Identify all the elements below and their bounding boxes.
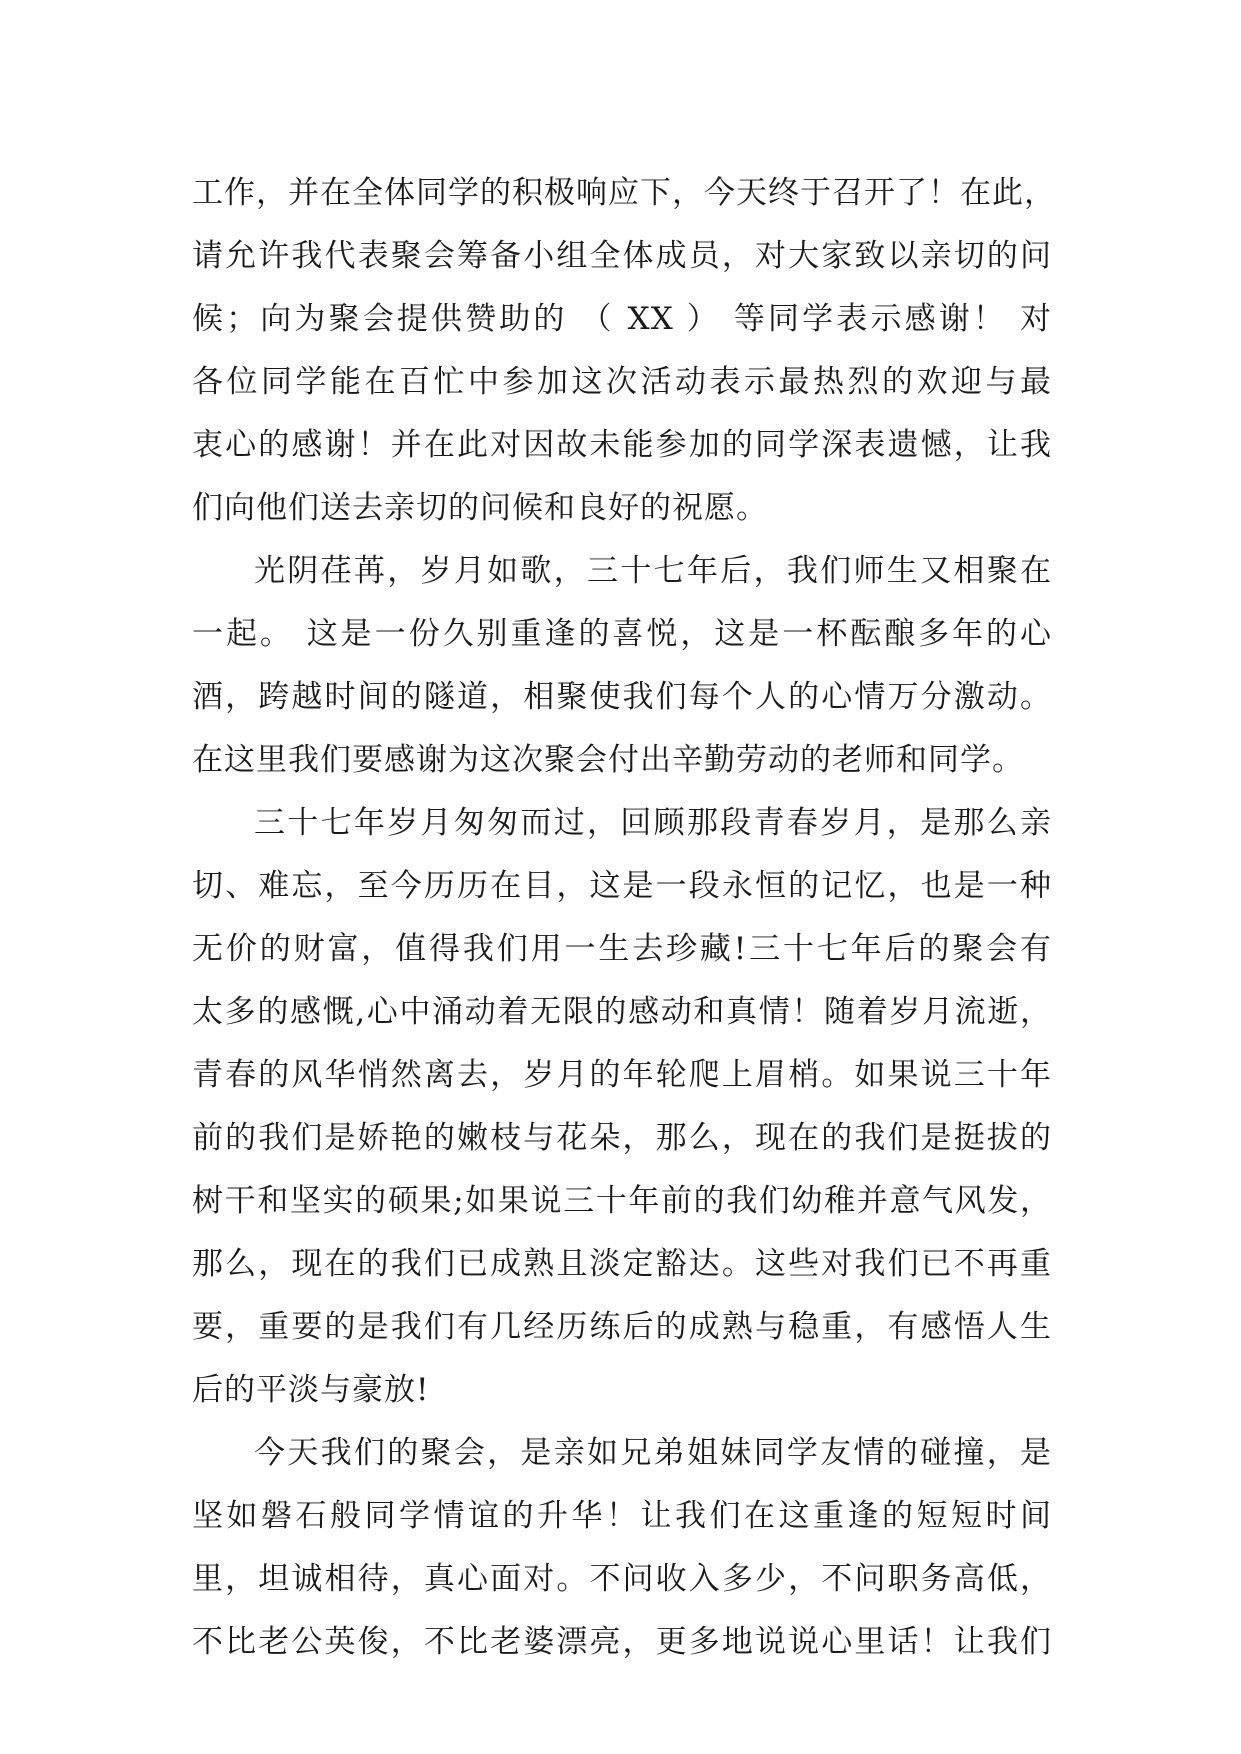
text-line: 树干和坚实的硕果;如果说三十年前的我们幼稚并意气风发， (192, 1183, 1052, 1219)
text-line: 要，重要的是我们有几经历练后的成熟与稳重，有感悟人生 (192, 1309, 1052, 1345)
text-line: 一起。 这是一份久别重逢的喜悦，这是一杯酝酿多年的心 (192, 616, 1052, 652)
text-line: 各位同学能在百忙中参加这次活动表示最热烈的欢迎与最 (192, 364, 1052, 400)
paragraph (192, 162, 1056, 540)
text-line: 不比老公英俊，不比老婆漂亮，更多地说说心里话！让我们 (192, 1624, 1052, 1660)
paragraph (192, 1422, 1052, 1674)
body-text (192, 162, 1056, 1674)
paragraph (192, 540, 1052, 792)
text-line: 工作，并在全体同学的积极响应下，今天终于召开了！在此， (192, 175, 1056, 211)
text-line: 后的平淡与豪放! (192, 1372, 430, 1408)
text-line: 候；向为聚会提供赞助的 （ XX ） 等同学表示感谢！ 对 (192, 301, 1052, 337)
text-line: 请允许我代表聚会筹备小组全体成员，对大家致以亲切的问 (192, 238, 1052, 274)
text-line: 里，坦诚相待，真心面对。不问收入多少，不问职务高低， (192, 1561, 1052, 1597)
text-line: 衷心的感谢！并在此对因故未能参加的同学深表遗憾，让我 (192, 427, 1052, 463)
text-line: 酒，跨越时间的隧道，相聚使我们每个人的心情万分激动。 (192, 679, 1052, 715)
text-line: 在这里我们要感谢为这次聚会付出辛勤劳动的老师和同学。 (192, 742, 1024, 778)
text-line: 切、难忘，至今历历在目，这是一段永恒的记忆，也是一种 (192, 868, 1052, 904)
paragraph (192, 792, 1052, 1422)
text-line: 们向他们送去亲切的问候和良好的祝愿。 (192, 490, 768, 526)
text-line: 青春的风华悄然离去，岁月的年轮爬上眉梢。如果说三十年 (192, 1057, 1052, 1093)
text-line: 今天我们的聚会，是亲如兄弟姐妹同学友情的碰撞，是 (254, 1435, 1052, 1471)
text-line: 那么，现在的我们已成熟且淡定豁达。这些对我们已不再重 (192, 1246, 1052, 1282)
text-line: 光阴荏苒，岁月如歌，三十七年后，我们师生又相聚在 (254, 553, 1052, 589)
text-line: 无价的财富，值得我们用一生去珍藏!三十七年后的聚会有 (192, 931, 1052, 967)
text-line: 三十七年岁月匆匆而过，回顾那段青春岁月，是那么亲 (254, 805, 1052, 841)
text-line: 坚如磐石般同学情谊的升华！让我们在这重逢的短短时间 (192, 1498, 1052, 1534)
text-line: 太多的感慨,心中涌动着无限的感动和真情！随着岁月流逝， (192, 994, 1052, 1030)
text-line: 前的我们是娇艳的嫩枝与花朵，那么，现在的我们是挺拔的 (192, 1120, 1052, 1156)
